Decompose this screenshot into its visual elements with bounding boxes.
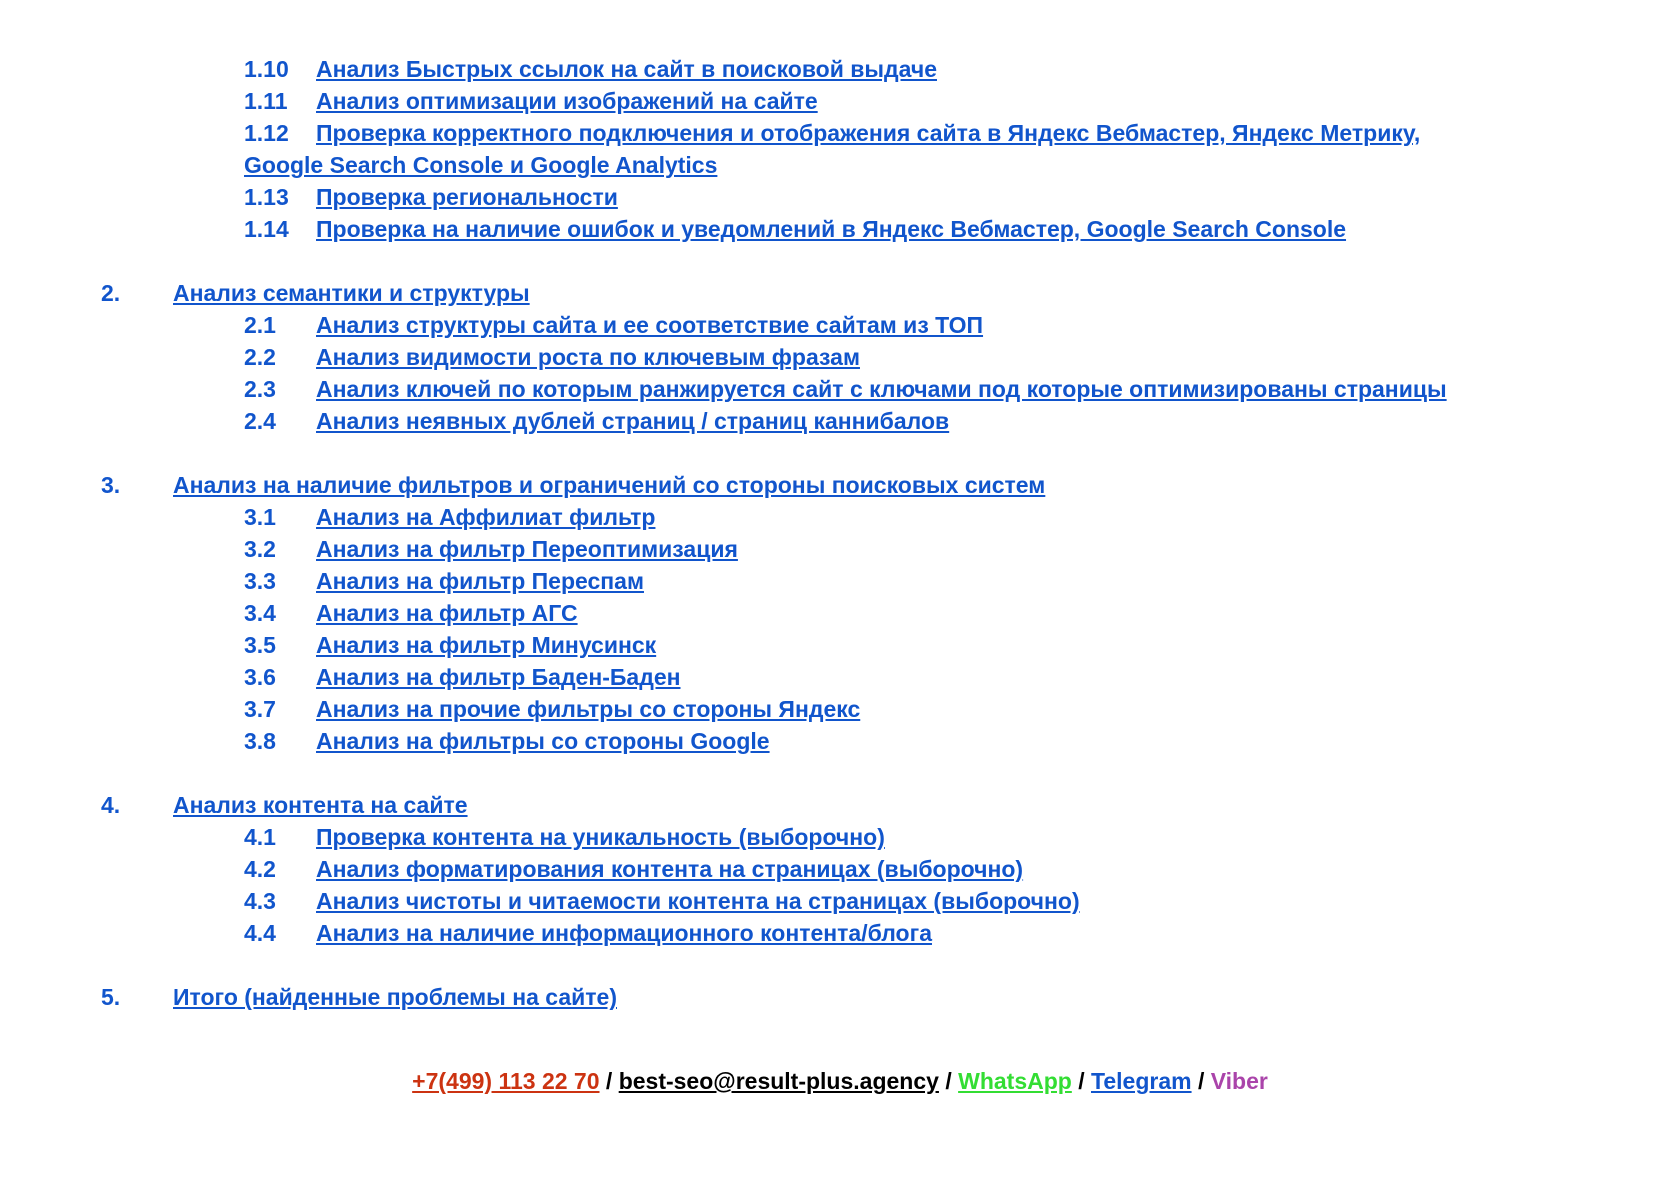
toc-item-number: 3.4 bbox=[244, 600, 276, 626]
toc-section-3[interactable] bbox=[0, 469, 1680, 501]
toc-item-title: Проверка региональности bbox=[316, 184, 618, 210]
whatsapp-link[interactable]: WhatsApp bbox=[958, 1068, 1072, 1094]
toc-section-title: Итого (найденные проблемы на сайте) bbox=[173, 984, 617, 1010]
separator: / bbox=[1197, 1068, 1205, 1094]
toc-item-3-4[interactable] bbox=[0, 597, 1680, 629]
toc-item-number: 3.8 bbox=[244, 728, 276, 754]
toc-item-title: Анализ неявных дублей страниц / страниц каннибалов bbox=[316, 408, 950, 434]
toc-item-3-6[interactable] bbox=[0, 661, 1680, 693]
toc-item-title: Анализ форматирования контента на страницах (выборочно) bbox=[316, 856, 1024, 882]
toc-item-title: Анализ на Аффилиат фильтр bbox=[316, 504, 656, 530]
toc-item-number: 4.1 bbox=[244, 824, 276, 850]
toc-item-number: 2.2 bbox=[244, 344, 276, 370]
toc-item-4-3[interactable] bbox=[0, 885, 1680, 917]
toc-item-title: Анализ на фильтр Переоптимизация bbox=[316, 536, 738, 562]
toc-item-number: 4.3 bbox=[244, 888, 276, 914]
toc-section-number: 3. bbox=[101, 472, 121, 498]
toc-item-number: 3.3 bbox=[244, 568, 276, 594]
toc-section-4[interactable] bbox=[0, 789, 1680, 821]
toc-item-number: 2.1 bbox=[244, 312, 276, 338]
toc-section-number: 4. bbox=[101, 792, 121, 818]
separator: / bbox=[605, 1068, 613, 1094]
toc-item-4-1[interactable] bbox=[0, 821, 1680, 853]
toc-item-number: 1.10 bbox=[244, 56, 289, 82]
toc-item-title: Анализ чистоты и читаемости контента на страницах (выборочно) bbox=[316, 888, 1080, 914]
toc-section-5[interactable] bbox=[0, 981, 1680, 1013]
toc-item-number: 4.2 bbox=[244, 856, 276, 882]
toc-item-title: Анализ ключей по которым ранжируется сайт с ключами под которые оптимизированы страницы bbox=[316, 376, 1447, 402]
toc-item-title: Проверка корректного подключения и отображения сайта в Яндекс Вебмастер, Яндекс Метрику, Google Search Console и Google Analytics bbox=[244, 120, 1421, 178]
toc-item-title: Анализ на фильтр Баден-Баден bbox=[316, 664, 681, 690]
toc-item-3-7[interactable] bbox=[0, 693, 1680, 725]
toc-item-number: 3.6 bbox=[244, 664, 276, 690]
toc-item-3-1[interactable] bbox=[0, 501, 1680, 533]
toc-item-2-1[interactable] bbox=[0, 309, 1680, 341]
phone-link[interactable]: +7(499) 113 22 70 bbox=[412, 1068, 600, 1094]
toc-item-number: 2.3 bbox=[244, 376, 276, 402]
separator: / bbox=[945, 1068, 952, 1094]
toc-item-4-2[interactable] bbox=[0, 853, 1680, 885]
viber-link[interactable]: Viber bbox=[1210, 1068, 1268, 1094]
toc-item-title: Проверка на наличие ошибок и уведомлений в Яндекс Вебмастер, Google Search Console bbox=[316, 216, 1347, 242]
toc-item-title: Анализ на фильтры со стороны Google bbox=[316, 728, 770, 754]
toc-item-number: 4.4 bbox=[244, 920, 276, 946]
toc-item-title: Анализ на наличие информационного контента/блога bbox=[316, 920, 932, 946]
toc-item-1-14[interactable] bbox=[0, 213, 1680, 245]
toc-item-number: 3.7 bbox=[244, 696, 276, 722]
toc-item-4-4[interactable] bbox=[0, 917, 1680, 949]
contacts-line bbox=[0, 1065, 1680, 1097]
toc-item-title: Проверка контента на уникальность (выборочно) bbox=[316, 824, 885, 850]
table-of-contents bbox=[0, 53, 1680, 1013]
toc-item-title: Анализ на прочие фильтры со стороны Яндекс bbox=[316, 696, 861, 722]
toc-item-3-5[interactable] bbox=[0, 629, 1680, 661]
toc-item-title: Анализ на фильтр Минусинск bbox=[316, 632, 657, 658]
toc-item-number: 1.14 bbox=[244, 216, 289, 242]
toc-section-2[interactable] bbox=[0, 277, 1680, 309]
toc-item-number: 3.5 bbox=[244, 632, 276, 658]
toc-item-number: 3.1 bbox=[244, 504, 276, 530]
toc-section-number: 2. bbox=[101, 280, 121, 306]
separator: / bbox=[1078, 1068, 1085, 1094]
spacer bbox=[0, 245, 1680, 277]
spacer bbox=[0, 757, 1680, 789]
toc-item-number: 3.2 bbox=[244, 536, 276, 562]
toc-item-1-13[interactable] bbox=[0, 181, 1680, 213]
toc-item-number: 1.11 bbox=[244, 88, 288, 114]
telegram-link[interactable]: Telegram bbox=[1091, 1068, 1192, 1094]
toc-item-2-3[interactable] bbox=[0, 373, 1680, 405]
toc-section-title: Анализ семантики и структуры bbox=[173, 280, 530, 306]
toc-section-number: 5. bbox=[101, 984, 121, 1010]
toc-section-title: Анализ на наличие фильтров и ограничений со стороны поисковых систем bbox=[173, 472, 1046, 498]
toc-item-title: Анализ структуры сайта и ее соответствие сайтам из ТОП bbox=[316, 312, 984, 338]
toc-item-1-10[interactable] bbox=[0, 53, 1680, 85]
toc-item-title: Анализ оптимизации изображений на сайте bbox=[316, 88, 818, 114]
toc-section-title: Анализ контента на сайте bbox=[173, 792, 468, 818]
toc-item-3-2[interactable] bbox=[0, 533, 1680, 565]
toc-item-2-2[interactable] bbox=[0, 341, 1680, 373]
toc-item-2-4[interactable] bbox=[0, 405, 1680, 437]
toc-item-title: Анализ Быстрых ссылок на сайт в поисковой выдаче bbox=[316, 56, 937, 82]
toc-item-title: Анализ на фильтр АГС bbox=[316, 600, 578, 626]
spacer bbox=[0, 437, 1680, 469]
toc-item-title: Анализ видимости роста по ключевым фразам bbox=[316, 344, 860, 370]
toc-item-1-12[interactable] bbox=[0, 117, 1494, 181]
toc-item-number: 2.4 bbox=[244, 408, 276, 434]
toc-item-number: 1.13 bbox=[244, 184, 289, 210]
toc-item-3-8[interactable] bbox=[0, 725, 1680, 757]
toc-item-number: 1.12 bbox=[244, 120, 289, 146]
email-link[interactable]: best-seo@result-plus.agency bbox=[618, 1068, 939, 1094]
toc-item-3-3[interactable] bbox=[0, 565, 1680, 597]
toc-item-1-11[interactable] bbox=[0, 85, 1680, 117]
toc-item-title: Анализ на фильтр Переспам bbox=[316, 568, 644, 594]
spacer bbox=[0, 949, 1680, 981]
